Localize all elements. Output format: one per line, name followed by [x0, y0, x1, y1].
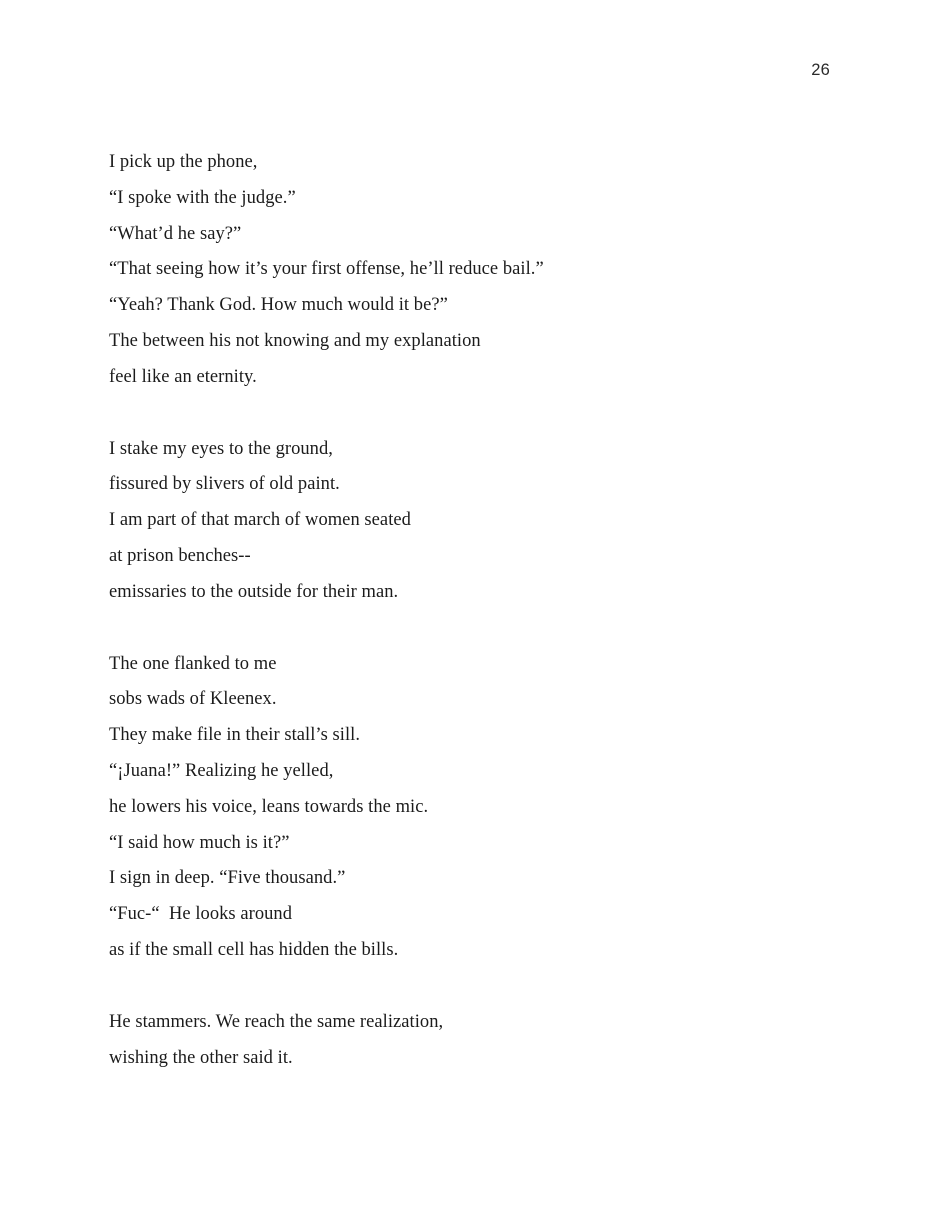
poem-line: I pick up the phone, [109, 152, 258, 172]
poem-line: emissaries to the outside for their man. [109, 581, 399, 602]
poem-line: “Yeah? Thank God. How much would it be?” [109, 295, 448, 316]
stanza [109, 1005, 809, 1077]
page-number: 26 [811, 61, 830, 79]
poem-body [109, 145, 809, 1076]
poem-line: He stammers. We reach the same realization, [109, 1011, 444, 1032]
poem-line: as if the small cell has hidden the bills. [109, 939, 399, 960]
poem-line: “I said how much is it?” [109, 832, 290, 853]
poem-line: he lowers his voice, leans towards the mic. [109, 796, 429, 817]
poem-line: feel like an eternity. [109, 366, 257, 387]
poem-line: I stake my eyes to the ground, [109, 438, 333, 459]
stanza [109, 432, 809, 611]
stanza [109, 647, 809, 969]
poem-line: sobs wads of Kleenex. [109, 689, 277, 710]
poem-line: fissured by slivers of old paint. [109, 474, 340, 495]
poem-line: at prison benches-- [109, 545, 251, 566]
poem-line: wishing the other said it. [109, 1047, 293, 1068]
stanza [109, 145, 809, 396]
poem-line: I sign in deep. “Five thousand.” [109, 868, 346, 889]
poem-line: “That seeing how it’s your first offense, he’ll reduce bail.” [109, 259, 544, 280]
poem-line: “Fuc-“ He looks around [109, 904, 293, 925]
poem-line: They make file in their stall’s sill. [109, 725, 361, 746]
poem-line: The between his not knowing and my explanation [109, 330, 481, 351]
poem-line: “¡Juana!” Realizing he yelled, [109, 760, 334, 781]
poem-line: “I spoke with the judge.” [109, 187, 296, 208]
poem-line: The one flanked to me [109, 653, 277, 674]
poem-line: I am part of that march of women seated [109, 510, 411, 531]
poem-line: “What’d he say?” [109, 223, 242, 244]
